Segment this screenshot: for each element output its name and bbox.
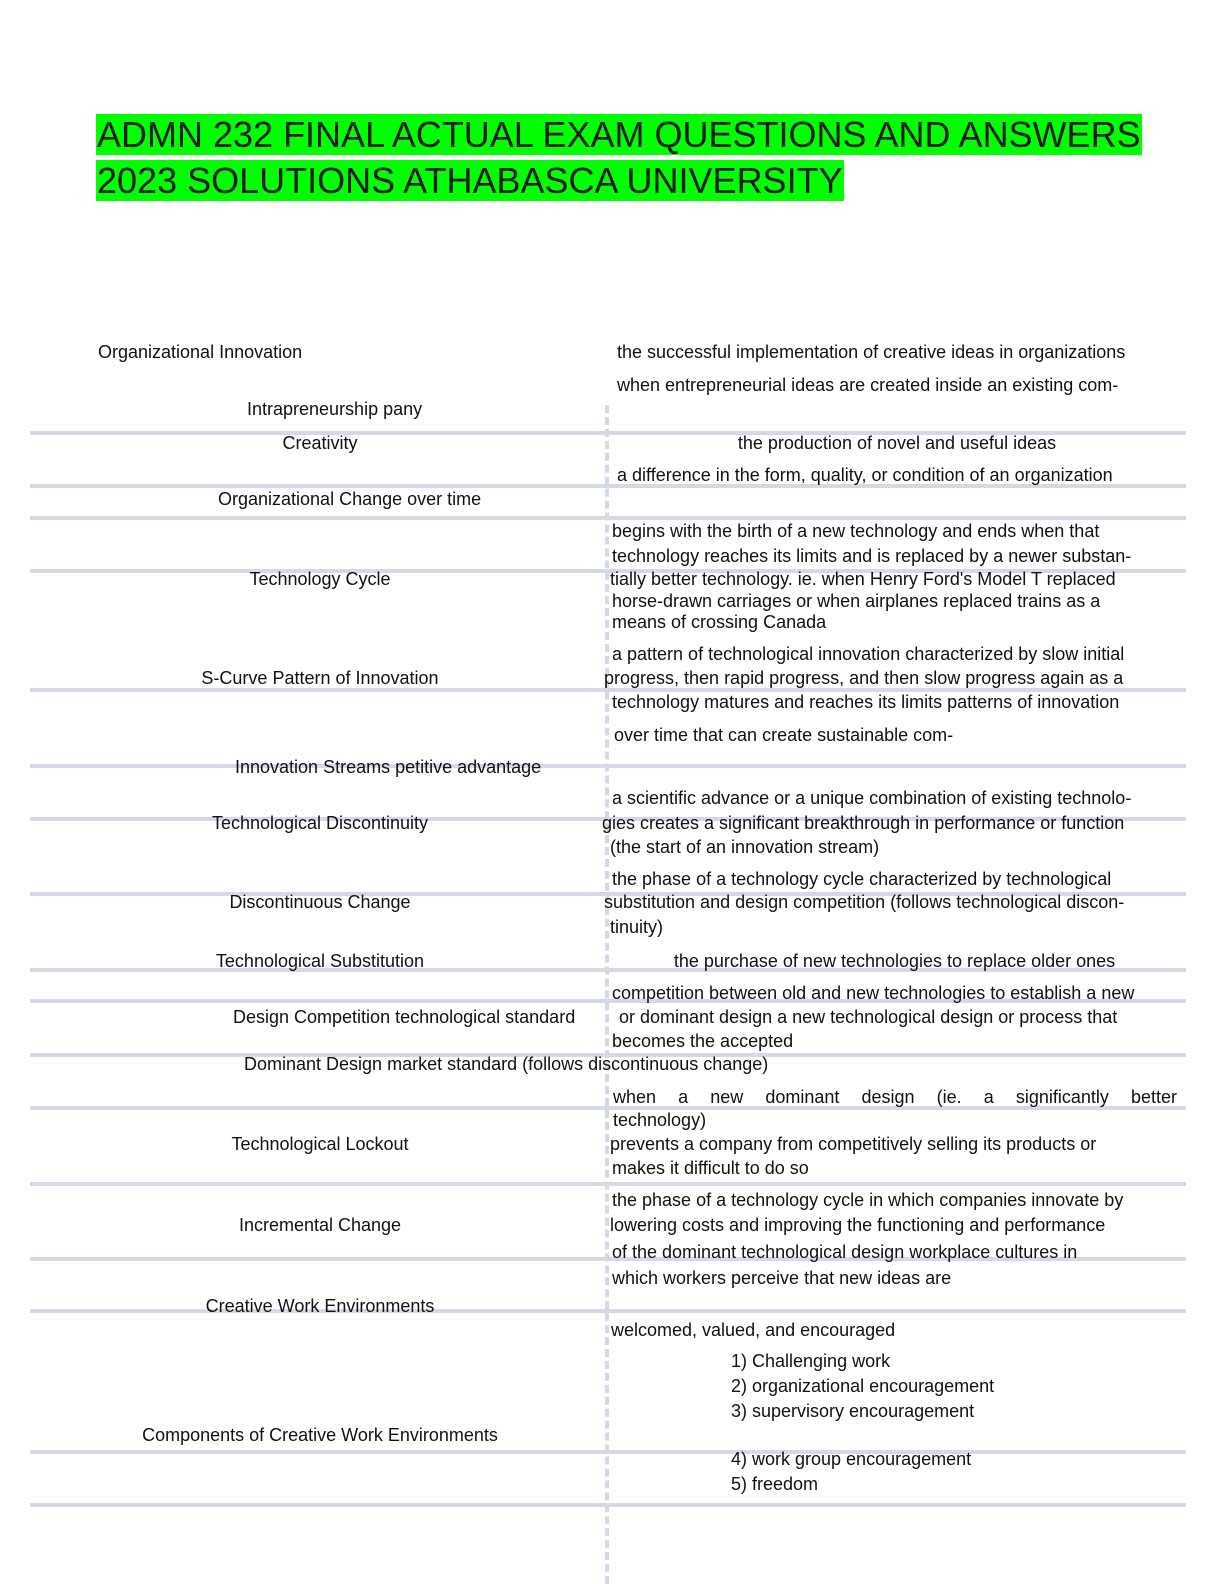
term-technological-lockout: Technological Lockout xyxy=(231,1134,409,1154)
term-technology-cycle: Technology Cycle xyxy=(249,569,391,589)
term-incremental-change: Incremental Change xyxy=(238,1215,402,1235)
title-line-2: 2023 SOLUTIONS ATHABASCA UNIVERSITY xyxy=(97,160,843,201)
definition-line: tinuity) xyxy=(610,917,664,937)
term-technological-discontinuity: Technological Discontinuity xyxy=(211,813,429,833)
term-discontinuous-change: Discontinuous Change xyxy=(229,892,411,912)
definition-line: means of crossing Canada xyxy=(612,612,827,632)
definition-line: when a new dominant design (ie. a significantly better xyxy=(613,1087,1177,1107)
definition-line: substitution and design competition (follows technological discon- xyxy=(604,892,1125,912)
definition-line: the phase of a technology cycle characterized by technological xyxy=(612,869,1112,889)
term-innovation-streams: Innovation Streams petitive advantage xyxy=(235,757,542,777)
list-item: 2) organizational encouragement xyxy=(731,1376,995,1396)
term-creativity: Creativity xyxy=(282,433,358,453)
definition-line: technology matures and reaches its limits patterns of innovation xyxy=(612,692,1120,712)
definition-line: becomes the accepted xyxy=(612,1031,794,1051)
definition-line: when entrepreneurial ideas are created inside an existing com- xyxy=(617,375,1119,395)
term-s-curve: S-Curve Pattern of Innovation xyxy=(201,668,439,688)
definition-line: the production of novel and useful ideas xyxy=(737,433,1057,453)
definition-line: or dominant design a new technological design or process that xyxy=(619,1007,1118,1027)
title-line-1: ADMN 232 FINAL ACTUAL EXAM QUESTIONS AND ANSWERS xyxy=(97,114,1141,155)
definition-line: gies creates a significant breakthrough in performance or function xyxy=(602,813,1125,833)
definition-line: the purchase of new technologies to replace older ones xyxy=(673,951,1116,971)
definition-line: a difference in the form, quality, or condition of an organization xyxy=(617,465,1113,485)
definition-line: begins with the birth of a new technology and ends when that xyxy=(612,521,1100,541)
definition-line: technology reaches its limits and is replaced by a newer substan- xyxy=(612,546,1132,566)
definition-line: makes it difficult to do so xyxy=(612,1158,809,1178)
term-creative-work-environments: Creative Work Environments xyxy=(205,1296,435,1316)
definition-line: a pattern of technological innovation characterized by slow initial xyxy=(612,644,1125,664)
column-divider xyxy=(605,405,609,1584)
term-dominant-design: Dominant Design market standard (follows discontinuous change) xyxy=(244,1054,769,1074)
definition-line: technology) xyxy=(613,1110,707,1130)
term-intrapreneurship: Intrapreneurship pany xyxy=(247,399,423,419)
definition-line: a scientific advance or a unique combination of existing technolo- xyxy=(612,788,1132,808)
definition-line: over time that can create sustainable com- xyxy=(614,725,954,745)
definition-line: of the dominant technological design workplace cultures in xyxy=(612,1242,1078,1262)
term-organizational-change: Organizational Change over time xyxy=(218,489,482,509)
list-item: 4) work group encouragement xyxy=(731,1449,972,1469)
definition-line: progress, then rapid progress, and then slow progress again as a xyxy=(604,668,1124,688)
definition-line: which workers perceive that new ideas are xyxy=(612,1268,952,1288)
components-list-bottom xyxy=(731,1448,971,1498)
definition-line: tially better technology. ie. when Henry Ford's Model T replaced xyxy=(610,569,1116,589)
term-design-competition: Design Competition technological standard xyxy=(233,1007,576,1027)
term-technological-substitution: Technological Substitution xyxy=(215,951,425,971)
list-item: 1) Challenging work xyxy=(731,1351,891,1371)
definition-line: lowering costs and improving the functioning and performance xyxy=(610,1215,1106,1235)
definition-line: (the start of an innovation stream) xyxy=(610,837,880,857)
definition-line: the phase of a technology cycle in which companies innovate by xyxy=(612,1190,1124,1210)
term-components-creative-work-environments: Components of Creative Work Environments xyxy=(142,1425,498,1445)
definition-line: prevents a company from competitively selling its products or xyxy=(610,1134,1097,1154)
definition-line: welcomed, valued, and encouraged xyxy=(611,1320,896,1340)
list-item: 3) supervisory encouragement xyxy=(731,1401,975,1421)
term-organizational-innovation: Organizational Innovation xyxy=(98,342,303,362)
definition-line: competition between old and new technologies to establish a new xyxy=(612,983,1135,1003)
document-title xyxy=(96,112,1142,204)
list-item: 5) freedom xyxy=(731,1474,819,1494)
definition-line: the successful implementation of creative ideas in organizations xyxy=(617,342,1126,362)
components-list-top xyxy=(731,1350,994,1425)
definition-line: horse-drawn carriages or when airplanes replaced trains as a xyxy=(612,591,1101,611)
